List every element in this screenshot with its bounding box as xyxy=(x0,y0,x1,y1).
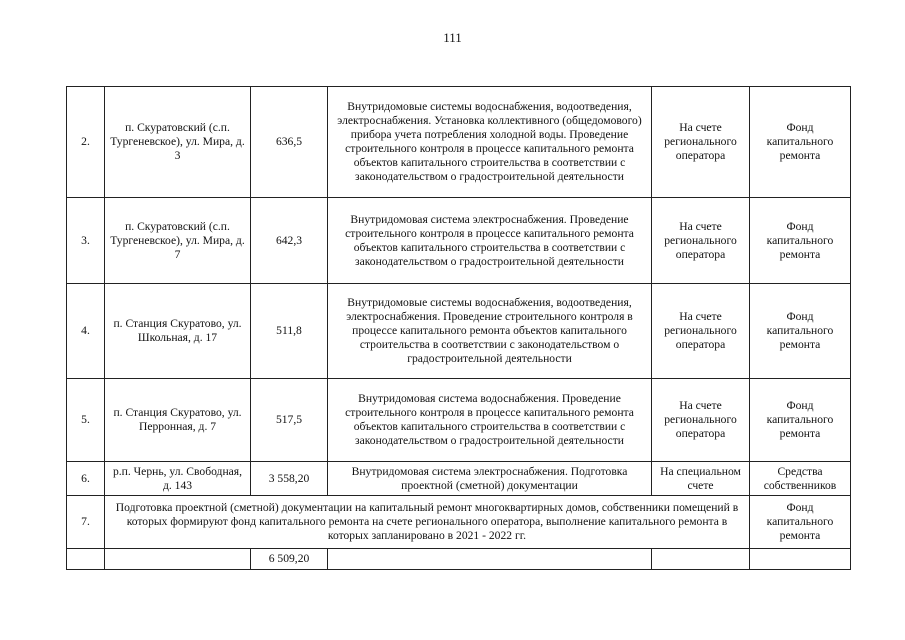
row-number: 6. xyxy=(67,462,105,496)
works-cell: Внутридомовые системы водоснабжения, водоотведения, электроснабжения. Установка коллективного (общедомового) прибора учета потребления холодной воды. Проведение строительного контроля в процессе капитального ремонта объектов капитального строительства в соответствии с законодательством о градостроительной деятельности xyxy=(328,87,652,198)
area-cell: 642,3 xyxy=(251,198,328,284)
source-cell: Фонд капитального ремонта xyxy=(750,87,851,198)
empty-cell xyxy=(652,549,750,570)
account-cell: На счете регионального оператора xyxy=(652,198,750,284)
total-area-cell: 6 509,20 xyxy=(251,549,328,570)
address-cell: п. Станция Скуратово, ул. Перронная, д. 7 xyxy=(105,379,251,462)
source-cell: Фонд капитального ремонта xyxy=(750,496,851,549)
source-cell: Средства собственников xyxy=(750,462,851,496)
table-row xyxy=(67,379,851,462)
works-cell: Внутридомовая система электроснабжения. Проведение строительного контроля в процессе капитального ремонта объектов капитального строительства в соответствии с законодательством о градостроительной деятельности xyxy=(328,198,652,284)
row-number: 7. xyxy=(67,496,105,549)
page-number: 111 xyxy=(443,30,462,45)
area-cell: 3 558,20 xyxy=(251,462,328,496)
source-cell: Фонд капитального ремонта xyxy=(750,284,851,379)
total-row xyxy=(67,549,851,570)
empty-cell xyxy=(750,549,851,570)
address-cell: р.п. Чернь, ул. Свободная, д. 143 xyxy=(105,462,251,496)
design-documentation-cell: Подготовка проектной (сметной) документации на капитальный ремонт многоквартирных домов, собственники помещений в которых формируют фонд капитального ремонта на счете регионального оператора, выполнение капитального ремонта в которых запланировано в 2021 - 2022 гг. xyxy=(105,496,750,549)
address-cell: п. Станция Скуратово, ул. Школьная, д. 17 xyxy=(105,284,251,379)
empty-cell xyxy=(105,549,251,570)
address-cell: п. Скуратовский (с.п. Тургеневское), ул. Мира, д. 7 xyxy=(105,198,251,284)
table-row xyxy=(67,284,851,379)
row-number: 5. xyxy=(67,379,105,462)
area-cell: 517,5 xyxy=(251,379,328,462)
empty-cell xyxy=(67,549,105,570)
table-row xyxy=(67,496,851,549)
address-cell: п. Скуратовский (с.п. Тургеневское), ул. Мира, д. 3 xyxy=(105,87,251,198)
table-row xyxy=(67,87,851,198)
area-cell: 511,8 xyxy=(251,284,328,379)
row-number: 2. xyxy=(67,87,105,198)
table-row xyxy=(67,462,851,496)
empty-cell xyxy=(328,549,652,570)
works-cell: Внутридомовая система водоснабжения. Проведение строительного контроля в процессе капитального ремонта объектов капитального строительства в соответствии с законодательством о градостроительной деятельности xyxy=(328,379,652,462)
works-cell: Внутридомовые системы водоснабжения, водоотведения, электроснабжения. Проведение строительного контроля в процессе капитального ремонта объектов капитального строительства в соответствии с законодательством о градостроительной деятельности xyxy=(328,284,652,379)
source-cell: Фонд капитального ремонта xyxy=(750,379,851,462)
account-cell: На счете регионального оператора xyxy=(652,379,750,462)
source-cell: Фонд капитального ремонта xyxy=(750,198,851,284)
works-cell: Внутридомовая система электроснабжения. Подготовка проектной (сметной) документации xyxy=(328,462,652,496)
account-cell: На счете регионального оператора xyxy=(652,87,750,198)
account-cell: На счете регионального оператора xyxy=(652,284,750,379)
capital-repair-table xyxy=(66,86,851,570)
account-cell: На специальном счете xyxy=(652,462,750,496)
row-number: 3. xyxy=(67,198,105,284)
area-cell: 636,5 xyxy=(251,87,328,198)
table-row xyxy=(67,198,851,284)
row-number: 4. xyxy=(67,284,105,379)
